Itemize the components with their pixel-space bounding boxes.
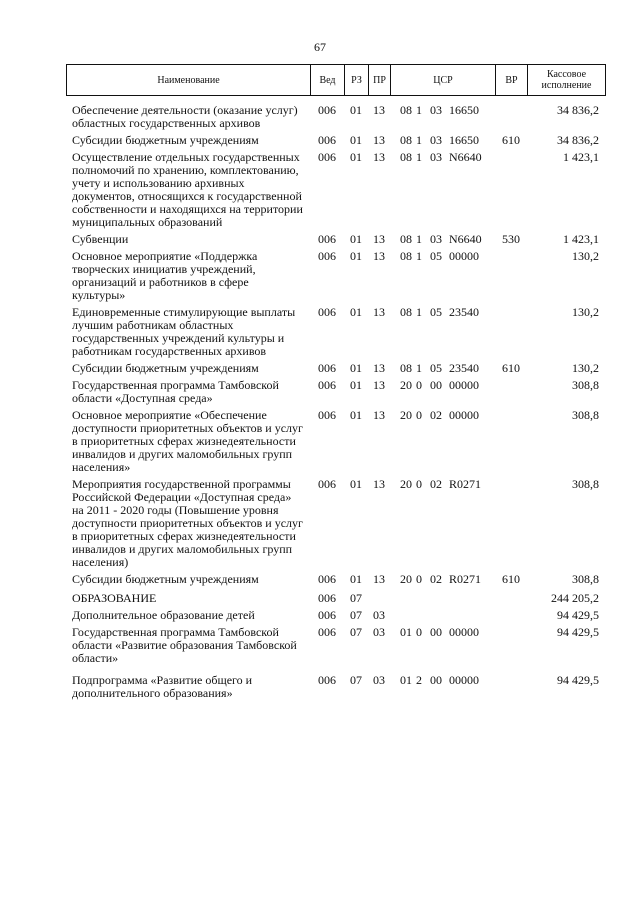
row-rz: 01 (350, 477, 362, 491)
table-row (66, 130, 605, 147)
row-vr (495, 586, 527, 605)
row-pr: 03 (373, 625, 385, 639)
csr-event: 03 (430, 150, 442, 164)
header-vr: ВР (496, 65, 528, 96)
row-vr: 610 (502, 133, 520, 147)
row-pr: 13 (373, 361, 385, 375)
row-amount: 308,8 (572, 408, 599, 422)
table-row (66, 100, 605, 130)
csr-event: 00 (430, 625, 442, 639)
csr-event: 00 (430, 378, 442, 392)
row-csr (390, 130, 495, 147)
row-rz: 07 (350, 673, 362, 687)
row-pr: 03 (373, 608, 385, 622)
csr-direction: 23540 (449, 305, 479, 319)
row-ved: 006 (318, 477, 336, 491)
csr-program: 08 (400, 232, 412, 246)
row-ved: 006 (318, 673, 336, 687)
row-ved: 006 (318, 591, 336, 605)
row-rz: 01 (350, 305, 362, 319)
row-amount: 94 429,5 (557, 608, 599, 622)
row-pr (368, 586, 390, 605)
row-rz: 01 (350, 572, 362, 586)
row-name: Субвенции (72, 232, 129, 246)
row-amount: 308,8 (572, 477, 599, 491)
row-amount: 308,8 (572, 572, 599, 586)
row-name: Государственная программа Тамбовской области «Развитие образования Тамбовской области» (72, 625, 297, 665)
table-row (66, 229, 605, 246)
row-name: Государственная программа Тамбовской области «Доступная среда» (72, 378, 279, 405)
row-vr: 610 (502, 361, 520, 375)
csr-subprogram: 1 (416, 232, 422, 246)
csr-subprogram: 1 (416, 361, 422, 375)
table-row (66, 665, 605, 700)
row-name: Субсидии бюджетным учреждениям (72, 361, 259, 375)
row-rz: 01 (350, 249, 362, 263)
row-rz: 01 (350, 103, 362, 117)
csr-program: 20 (400, 378, 412, 392)
row-name: Мероприятия государственной программы Российской Федерации «Доступная среда» на 2011 - 2020 годы (Повышение уровня доступности приоритетных объектов и услуг в приоритетных сферах жизнедеятельности инвалидов и других маломобильных групп населения) (72, 477, 303, 569)
row-rz: 01 (350, 150, 362, 164)
table-row (66, 147, 605, 229)
row-csr (390, 586, 495, 605)
csr-subprogram: 1 (416, 305, 422, 319)
table-row (66, 586, 605, 605)
row-ved: 006 (318, 249, 336, 263)
row-csr (390, 229, 495, 246)
row-amount: 130,2 (572, 249, 599, 263)
row-name: Подпрограмма «Развитие общего и дополнительного образования» (72, 673, 253, 700)
row-amount: 1 423,1 (563, 232, 599, 246)
table-row (66, 358, 605, 375)
csr-subprogram: 0 (416, 408, 422, 422)
csr-program: 08 (400, 249, 412, 263)
row-pr: 03 (373, 673, 385, 687)
row-ved: 006 (318, 625, 336, 639)
table-row (66, 302, 605, 358)
row-vr (495, 302, 527, 358)
row-ved: 006 (318, 361, 336, 375)
row-ved: 006 (318, 150, 336, 164)
header-csr: ЦСР (391, 65, 496, 96)
row-name: Субсидии бюджетным учреждениям (72, 572, 259, 586)
row-name: Осуществление отдельных государственных полномочий по хранению, комплектованию, учету и использованию архивных документов, относящихся к государственной собственности и находящихся на территории муниципальных образований (72, 150, 303, 229)
csr-program: 01 (400, 625, 412, 639)
row-rz: 01 (350, 133, 362, 147)
row-vr (495, 622, 527, 665)
budget-table (66, 100, 605, 700)
csr-subprogram: 2 (416, 673, 422, 687)
row-name: Обеспечение деятельности (оказание услуг) областных государственных архивов (72, 103, 298, 130)
header-pr: ПР (369, 65, 391, 96)
row-amount: 34 836,2 (557, 103, 599, 117)
row-pr: 13 (373, 305, 385, 319)
row-csr (390, 375, 495, 405)
csr-program: 08 (400, 133, 412, 147)
csr-event: 03 (430, 103, 442, 117)
table-row (66, 375, 605, 405)
header-ved: Вед (311, 65, 345, 96)
row-pr: 13 (373, 477, 385, 491)
row-csr (390, 100, 495, 130)
row-amount: 130,2 (572, 361, 599, 375)
row-name: Основное мероприятие «Обеспечение доступности приоритетных объектов и услуг в приоритетных сферах жизнедеятельности инвалидов и других маломобильных групп населения» (72, 408, 303, 474)
header-cash: Кассовое исполнение (528, 65, 606, 96)
csr-event: 03 (430, 232, 442, 246)
csr-program: 20 (400, 572, 412, 586)
row-rz: 07 (350, 591, 362, 605)
table-row (66, 622, 605, 665)
csr-subprogram: 1 (416, 150, 422, 164)
row-csr (390, 622, 495, 665)
table-row (66, 474, 605, 569)
csr-direction: 00000 (449, 673, 479, 687)
csr-direction: 23540 (449, 361, 479, 375)
csr-direction: 00000 (449, 249, 479, 263)
row-ved: 006 (318, 103, 336, 117)
row-vr (495, 147, 527, 229)
row-vr (495, 605, 527, 622)
csr-subprogram: 0 (416, 378, 422, 392)
csr-event: 02 (430, 572, 442, 586)
csr-direction: 16650 (449, 103, 479, 117)
row-pr: 13 (373, 249, 385, 263)
csr-event: 00 (430, 673, 442, 687)
row-csr (390, 302, 495, 358)
row-ved: 006 (318, 608, 336, 622)
row-vr: 530 (502, 232, 520, 246)
row-vr: 610 (502, 572, 520, 586)
row-amount: 308,8 (572, 378, 599, 392)
csr-program: 08 (400, 361, 412, 375)
row-name: Дополнительное образование детей (72, 608, 255, 622)
row-ved: 006 (318, 572, 336, 586)
table-row (66, 605, 605, 622)
csr-subprogram: 0 (416, 625, 422, 639)
row-amount: 244 205,2 (551, 591, 599, 605)
csr-subprogram: 0 (416, 477, 422, 491)
row-vr (495, 375, 527, 405)
row-amount: 94 429,5 (557, 673, 599, 687)
csr-subprogram: 1 (416, 249, 422, 263)
row-vr (495, 246, 527, 302)
row-csr (390, 405, 495, 474)
row-pr: 13 (373, 232, 385, 246)
header-name: Наименование (67, 65, 311, 96)
row-csr (390, 605, 495, 622)
row-vr (495, 100, 527, 130)
page-number: 67 (314, 40, 326, 54)
row-amount: 130,2 (572, 305, 599, 319)
csr-direction: 16650 (449, 133, 479, 147)
row-csr (390, 665, 495, 700)
csr-direction: R0271 (449, 477, 482, 491)
row-ved: 006 (318, 232, 336, 246)
csr-direction: N6640 (449, 150, 482, 164)
row-vr (495, 474, 527, 569)
row-amount: 1 423,1 (563, 150, 599, 164)
row-name: Субсидии бюджетным учреждениям (72, 133, 259, 147)
row-rz: 01 (350, 378, 362, 392)
row-amount: 94 429,5 (557, 625, 599, 639)
row-rz: 01 (350, 408, 362, 422)
row-csr (390, 358, 495, 375)
row-name: ОБРАЗОВАНИЕ (72, 591, 157, 605)
row-ved: 006 (318, 305, 336, 319)
row-rz: 07 (350, 608, 362, 622)
row-csr (390, 474, 495, 569)
csr-program: 20 (400, 408, 412, 422)
row-pr: 13 (373, 103, 385, 117)
row-name: Основное мероприятие «Поддержка творческих инициатив учреждений, организаций и работников в сфере культуры» (72, 249, 258, 302)
table-row (66, 569, 605, 586)
row-rz: 07 (350, 625, 362, 639)
csr-event: 03 (430, 133, 442, 147)
row-pr: 13 (373, 150, 385, 164)
csr-direction: 00000 (449, 625, 479, 639)
header-rz: РЗ (345, 65, 369, 96)
table-row (66, 246, 605, 302)
csr-subprogram: 0 (416, 572, 422, 586)
csr-event: 02 (430, 477, 442, 491)
csr-event: 05 (430, 305, 442, 319)
csr-direction: N6640 (449, 232, 482, 246)
row-pr: 13 (373, 133, 385, 147)
csr-program: 08 (400, 305, 412, 319)
csr-program: 20 (400, 477, 412, 491)
csr-subprogram: 1 (416, 103, 422, 117)
csr-event: 02 (430, 408, 442, 422)
table-row (66, 405, 605, 474)
row-ved: 006 (318, 408, 336, 422)
row-pr: 13 (373, 572, 385, 586)
csr-event: 05 (430, 249, 442, 263)
csr-direction: 00000 (449, 408, 479, 422)
row-rz: 01 (350, 232, 362, 246)
row-pr: 13 (373, 378, 385, 392)
csr-direction: R0271 (449, 572, 482, 586)
table-header (66, 64, 606, 96)
row-csr (390, 246, 495, 302)
row-ved: 006 (318, 133, 336, 147)
csr-program: 01 (400, 673, 412, 687)
csr-direction: 00000 (449, 378, 479, 392)
row-vr (495, 665, 527, 700)
row-vr (495, 405, 527, 474)
row-csr (390, 147, 495, 229)
csr-program: 08 (400, 103, 412, 117)
row-pr: 13 (373, 408, 385, 422)
row-ved: 006 (318, 378, 336, 392)
row-rz: 01 (350, 361, 362, 375)
csr-program: 08 (400, 150, 412, 164)
row-amount: 34 836,2 (557, 133, 599, 147)
row-csr (390, 569, 495, 586)
csr-event: 05 (430, 361, 442, 375)
row-name: Единовременные стимулирующие выплаты лучшим работникам областных государственных учреждений культуры и работникам государственных архивов (72, 305, 296, 358)
csr-subprogram: 1 (416, 133, 422, 147)
